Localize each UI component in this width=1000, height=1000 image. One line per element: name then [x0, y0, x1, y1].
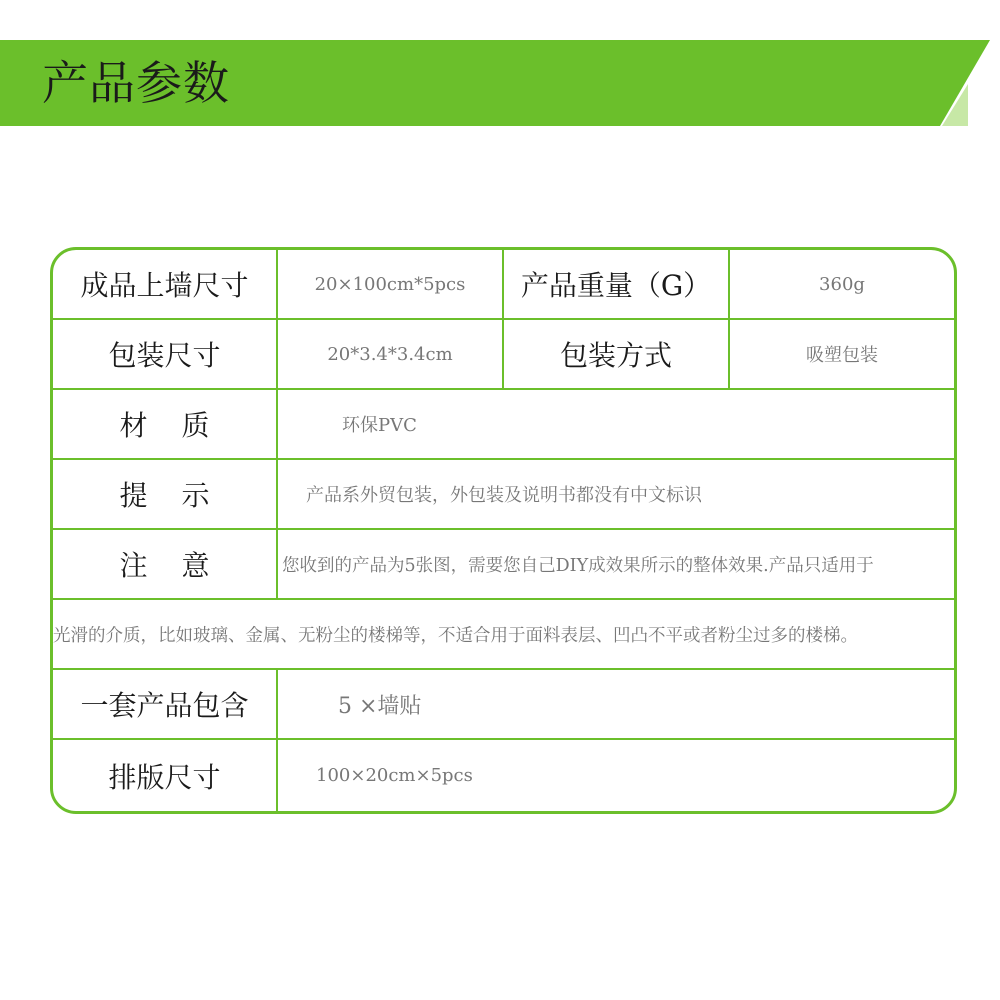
set-contains-value: 5 ×墙贴	[338, 693, 422, 719]
layout-size-label: 排版尺寸	[53, 740, 278, 811]
product-spec-table	[50, 247, 957, 814]
package-size-value: 20*3.4*3.4cm	[278, 320, 504, 388]
tip-value: 产品系外贸包装，外包装及说明书都没有中文标识	[306, 485, 702, 506]
table-row	[53, 390, 954, 460]
weight-label: 产品重量（G）	[504, 250, 730, 318]
package-size-label: 包装尺寸	[53, 320, 278, 388]
layout-size-value: 100×20cm×5pcs	[316, 765, 473, 786]
note-value-line1: 您收到的产品为5张图，需要您自己DIY成效果所示的整体效果.产品只适用于	[282, 555, 874, 576]
finished-size-label: 成品上墙尺寸	[53, 250, 278, 318]
tip-label: 提示	[53, 460, 278, 528]
table-row	[53, 600, 954, 670]
table-row	[53, 670, 954, 740]
set-contains-label: 一套产品包含	[53, 670, 278, 738]
material-value: 环保PVC	[342, 415, 417, 436]
material-label: 材质	[53, 390, 278, 458]
table-row	[53, 740, 954, 811]
table-row	[53, 320, 954, 390]
finished-size-value: 20×100cm*5pcs	[278, 250, 504, 318]
package-method-label: 包装方式	[504, 320, 730, 388]
note-value-line2: 光滑的介质，比如玻璃、金属、无粉尘的楼梯等，不适合用于面料表层、凹凸不平或者粉尘过多的楼梯。	[53, 625, 858, 646]
page-title: 产品参数	[42, 56, 230, 110]
weight-value: 360g	[819, 273, 865, 295]
table-row	[53, 530, 954, 600]
header-banner	[0, 40, 1000, 126]
table-row	[53, 250, 954, 320]
package-method-value: 吸塑包装	[806, 345, 878, 366]
note-label: 注意	[53, 530, 278, 598]
table-row	[53, 460, 954, 530]
